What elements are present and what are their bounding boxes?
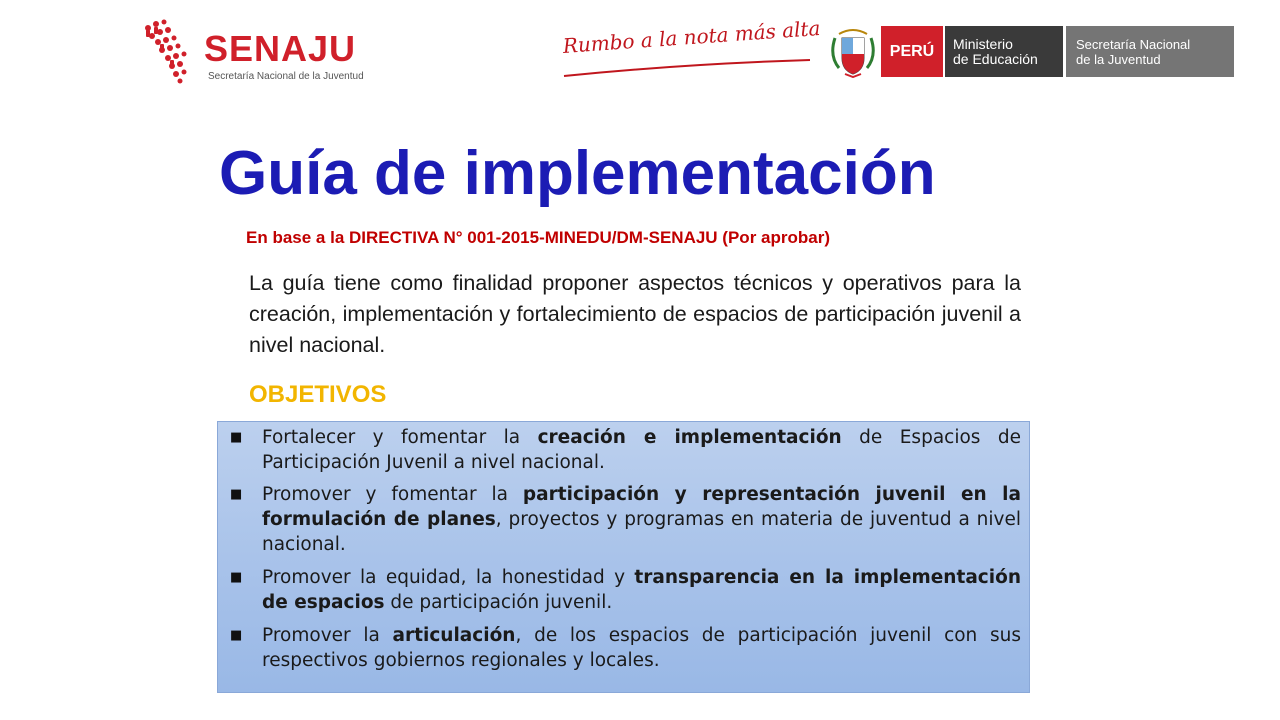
senaju-subtitle: Secretaría Nacional de la Juventud [208,71,364,82]
objective-4-pre: Promover la [262,625,393,646]
slogan [562,15,822,78]
page-title: Guía de implementación [219,139,936,208]
senaju-people-icon [140,18,200,86]
senaju-logo [140,18,380,88]
slogan-swoosh-icon [562,58,812,78]
objective-2-pre: Promover y fomentar la [262,484,523,505]
secretariat-line-1: Secretaría Nacional [1076,37,1191,52]
objective-4-bold: articulación [392,625,516,646]
peru-badge: PERÚ [881,26,943,77]
objective-3-post: de participación juvenil. [384,592,613,613]
slogan-text: Rumbo a la nota más alta [562,15,822,58]
objective-2-post: , proyectos y programas en materia de juventud a nivel nacional. [262,509,1022,555]
objective-item-2 [230,482,1021,557]
objective-3-pre: Promover la equidad, la honestidad y [262,567,635,588]
ministry-line-1: Ministerio [953,36,1013,52]
objective-2-bold: participación y representación juvenil en la formulación de planes [262,484,1021,530]
senaju-wordmark: SENAJU [204,28,357,69]
ministry-badge [945,26,1063,77]
objective-item-3 [230,565,1021,615]
objective-item-1 [230,425,1021,475]
objective-1-pre: Fortalecer y fomentar la [262,427,538,448]
objective-3-bold: transparencia en la implementación de espacios [262,567,1021,613]
directive-subtitle: En base a la DIRECTIVA N° 001-2015-MINEDU/DM-SENAJU (Por aprobar) [246,228,830,247]
intro-paragraph: La guía tiene como finalidad proponer aspectos técnicos y operativos para la creación, implementación y fortalecimiento de espacios de participación juvenil a nivel nacional. [249,271,1021,357]
square-bullet-icon: ■ [230,570,243,585]
objective-item-4 [230,623,1021,673]
objectives-heading: OBJETIVOS [249,381,387,408]
objective-4-post: , de los espacios de participación juvenil con sus respectivos gobiernos regionales y locales. [262,625,1021,671]
secretariat-badge [1066,26,1234,77]
square-bullet-icon: ■ [230,628,243,643]
coat-of-arms-icon [829,28,877,78]
square-bullet-icon: ■ [230,430,243,445]
objective-1-post: de Espacios de Participación Juvenil a nivel nacional. [262,427,1021,473]
ministry-line-2: de Educación [953,51,1038,67]
objective-1-bold: creación e implementación [537,427,842,448]
square-bullet-icon: ■ [230,487,243,502]
secretariat-line-2: de la Juventud [1076,52,1161,67]
